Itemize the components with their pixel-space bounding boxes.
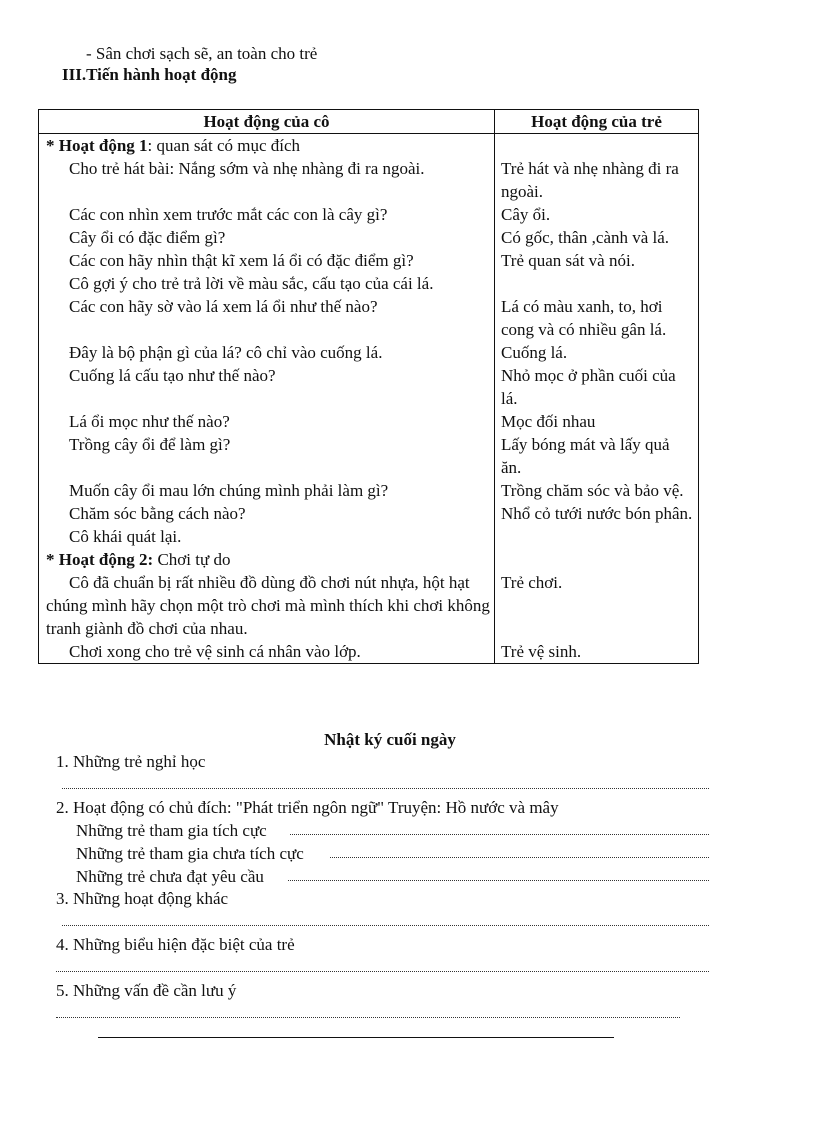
table-row xyxy=(39,203,699,226)
child-activity: Có gốc, thân ,cành và lá. xyxy=(495,226,699,249)
table-row xyxy=(39,249,699,272)
table-row xyxy=(39,433,699,479)
teacher-activity: Cô khái quát lại. xyxy=(39,525,495,548)
diary-item-2a: Những trẻ tham gia tích cực xyxy=(76,821,267,840)
teacher-activity: Cô gợi ý cho trẻ trả lời về màu sắc, cấu tạo của cái lá. xyxy=(39,272,495,295)
diary-item-2: 2. Hoạt động có chủ đích: "Phát triển ngôn ngữ" Truyện: Hồ nước và mây xyxy=(56,798,559,817)
diary-item-4: 4. Những biểu hiện đặc biệt của trẻ xyxy=(56,935,295,954)
child-activity: Nhổ cỏ tưới nước bón phân. xyxy=(495,502,699,525)
teacher-activity: Cây ổi có đặc điểm gì? xyxy=(39,226,495,249)
table-row xyxy=(39,410,699,433)
table-row xyxy=(39,272,699,295)
diary-item-1: 1. Những trẻ nghỉ học xyxy=(56,752,206,771)
activity1-label: * Hoạt động 1 xyxy=(46,136,148,155)
teacher-activity: Chơi xong cho trẻ vệ sinh cá nhân vào lớp. xyxy=(39,640,495,664)
child-activity xyxy=(495,272,699,295)
diary-item-3: 3. Những hoạt động khác xyxy=(56,889,229,908)
teacher-activity: Trồng cây ổi để làm gì? xyxy=(39,433,495,479)
table-header-row xyxy=(39,110,699,134)
diary-item-2c: Những trẻ chưa đạt yêu cầu xyxy=(76,867,264,886)
activity2-text: Chơi tự do xyxy=(153,550,231,569)
dotted-leader xyxy=(56,971,709,972)
child-activity: Cây ổi. xyxy=(495,203,699,226)
teacher-activity: Đây là bộ phận gì của lá? cô chỉ vào cuống lá. xyxy=(39,341,495,364)
activity1-text: : quan sát có mục đích xyxy=(147,136,301,155)
table-row xyxy=(39,640,699,664)
teacher-activity: Muốn cây ổi mau lớn chúng mình phải làm gì? xyxy=(39,479,495,502)
activity1-cell xyxy=(39,134,495,158)
table-row xyxy=(39,364,699,410)
activity1-row xyxy=(39,134,699,158)
child-activity: Cuống lá. xyxy=(495,341,699,364)
child-activity: Trẻ vệ sinh. xyxy=(495,640,699,664)
child-activity: Trẻ hát và nhẹ nhàng đi ra ngoài. xyxy=(495,157,699,203)
dotted-leader xyxy=(290,834,709,835)
dotted-leader xyxy=(288,880,709,881)
table-row xyxy=(39,226,699,249)
table-row xyxy=(39,479,699,502)
teacher-activity: Các con hãy nhìn thật kĩ xem lá ổi có đặc điểm gì? xyxy=(39,249,495,272)
table-row xyxy=(39,341,699,364)
table-row xyxy=(39,525,699,548)
bullet-line: - Sân chơi sạch sẽ, an toàn cho trẻ xyxy=(86,44,318,63)
teacher-activity: Chăm sóc bằng cách nào? xyxy=(39,502,495,525)
child-activity xyxy=(495,525,699,548)
activity2-row xyxy=(39,548,699,571)
dotted-leader xyxy=(62,788,709,789)
child-activity: Trẻ chơi. xyxy=(495,571,699,640)
table-row xyxy=(39,295,699,341)
table-row xyxy=(39,502,699,525)
teacher-activity: Cho trẻ hát bài: Nắng sớm và nhẹ nhàng đi ra ngoài. xyxy=(39,157,495,203)
diary-item-5: 5. Những vấn đề cần lưu ý xyxy=(56,981,237,1000)
table-row xyxy=(39,571,699,640)
end-rule xyxy=(98,1037,614,1038)
teacher-activity: Cô đã chuẩn bị rất nhiều đồ dùng đồ chơi nút nhựa, hột hạt chúng mình hãy chọn một trò chơi mà mình thích khi chơi không tranh giành đồ chơi của nhau. xyxy=(39,571,495,640)
child-activity: Trẻ quan sát và nói. xyxy=(495,249,699,272)
teacher-activity: Các con nhìn xem trước mắt các con là cây gì? xyxy=(39,203,495,226)
dotted-leader xyxy=(330,857,709,858)
child-activity: Mọc đối nhau xyxy=(495,410,699,433)
diary-item-2b: Những trẻ tham gia chưa tích cực xyxy=(76,844,304,863)
diary-title: Nhật ký cuối ngày xyxy=(324,730,456,749)
teacher-activity: Cuống lá cấu tạo như thế nào? xyxy=(39,364,495,410)
activity2-cell xyxy=(39,548,495,571)
header-child: Hoạt động của trẻ xyxy=(495,110,699,134)
child-activity: Lá có màu xanh, to, hơi cong và có nhiều gân lá. xyxy=(495,295,699,341)
section-title: III.Tiến hành hoạt động xyxy=(62,65,237,84)
activity-table xyxy=(38,109,699,664)
header-teacher: Hoạt động của cô xyxy=(39,110,495,134)
child-activity: Trồng chăm sóc và bảo vệ. xyxy=(495,479,699,502)
activity2-label: * Hoạt động 2: xyxy=(46,550,154,569)
table-row xyxy=(39,157,699,203)
teacher-activity: Các con hãy sờ vào lá xem lá ổi như thế nào? xyxy=(39,295,495,341)
child-activity: Nhỏ mọc ở phần cuối của lá. xyxy=(495,364,699,410)
dotted-leader xyxy=(62,925,709,926)
teacher-activity: Lá ổi mọc như thế nào? xyxy=(39,410,495,433)
child-activity: Lấy bóng mát và lấy quả ăn. xyxy=(495,433,699,479)
dotted-leader xyxy=(56,1017,680,1018)
